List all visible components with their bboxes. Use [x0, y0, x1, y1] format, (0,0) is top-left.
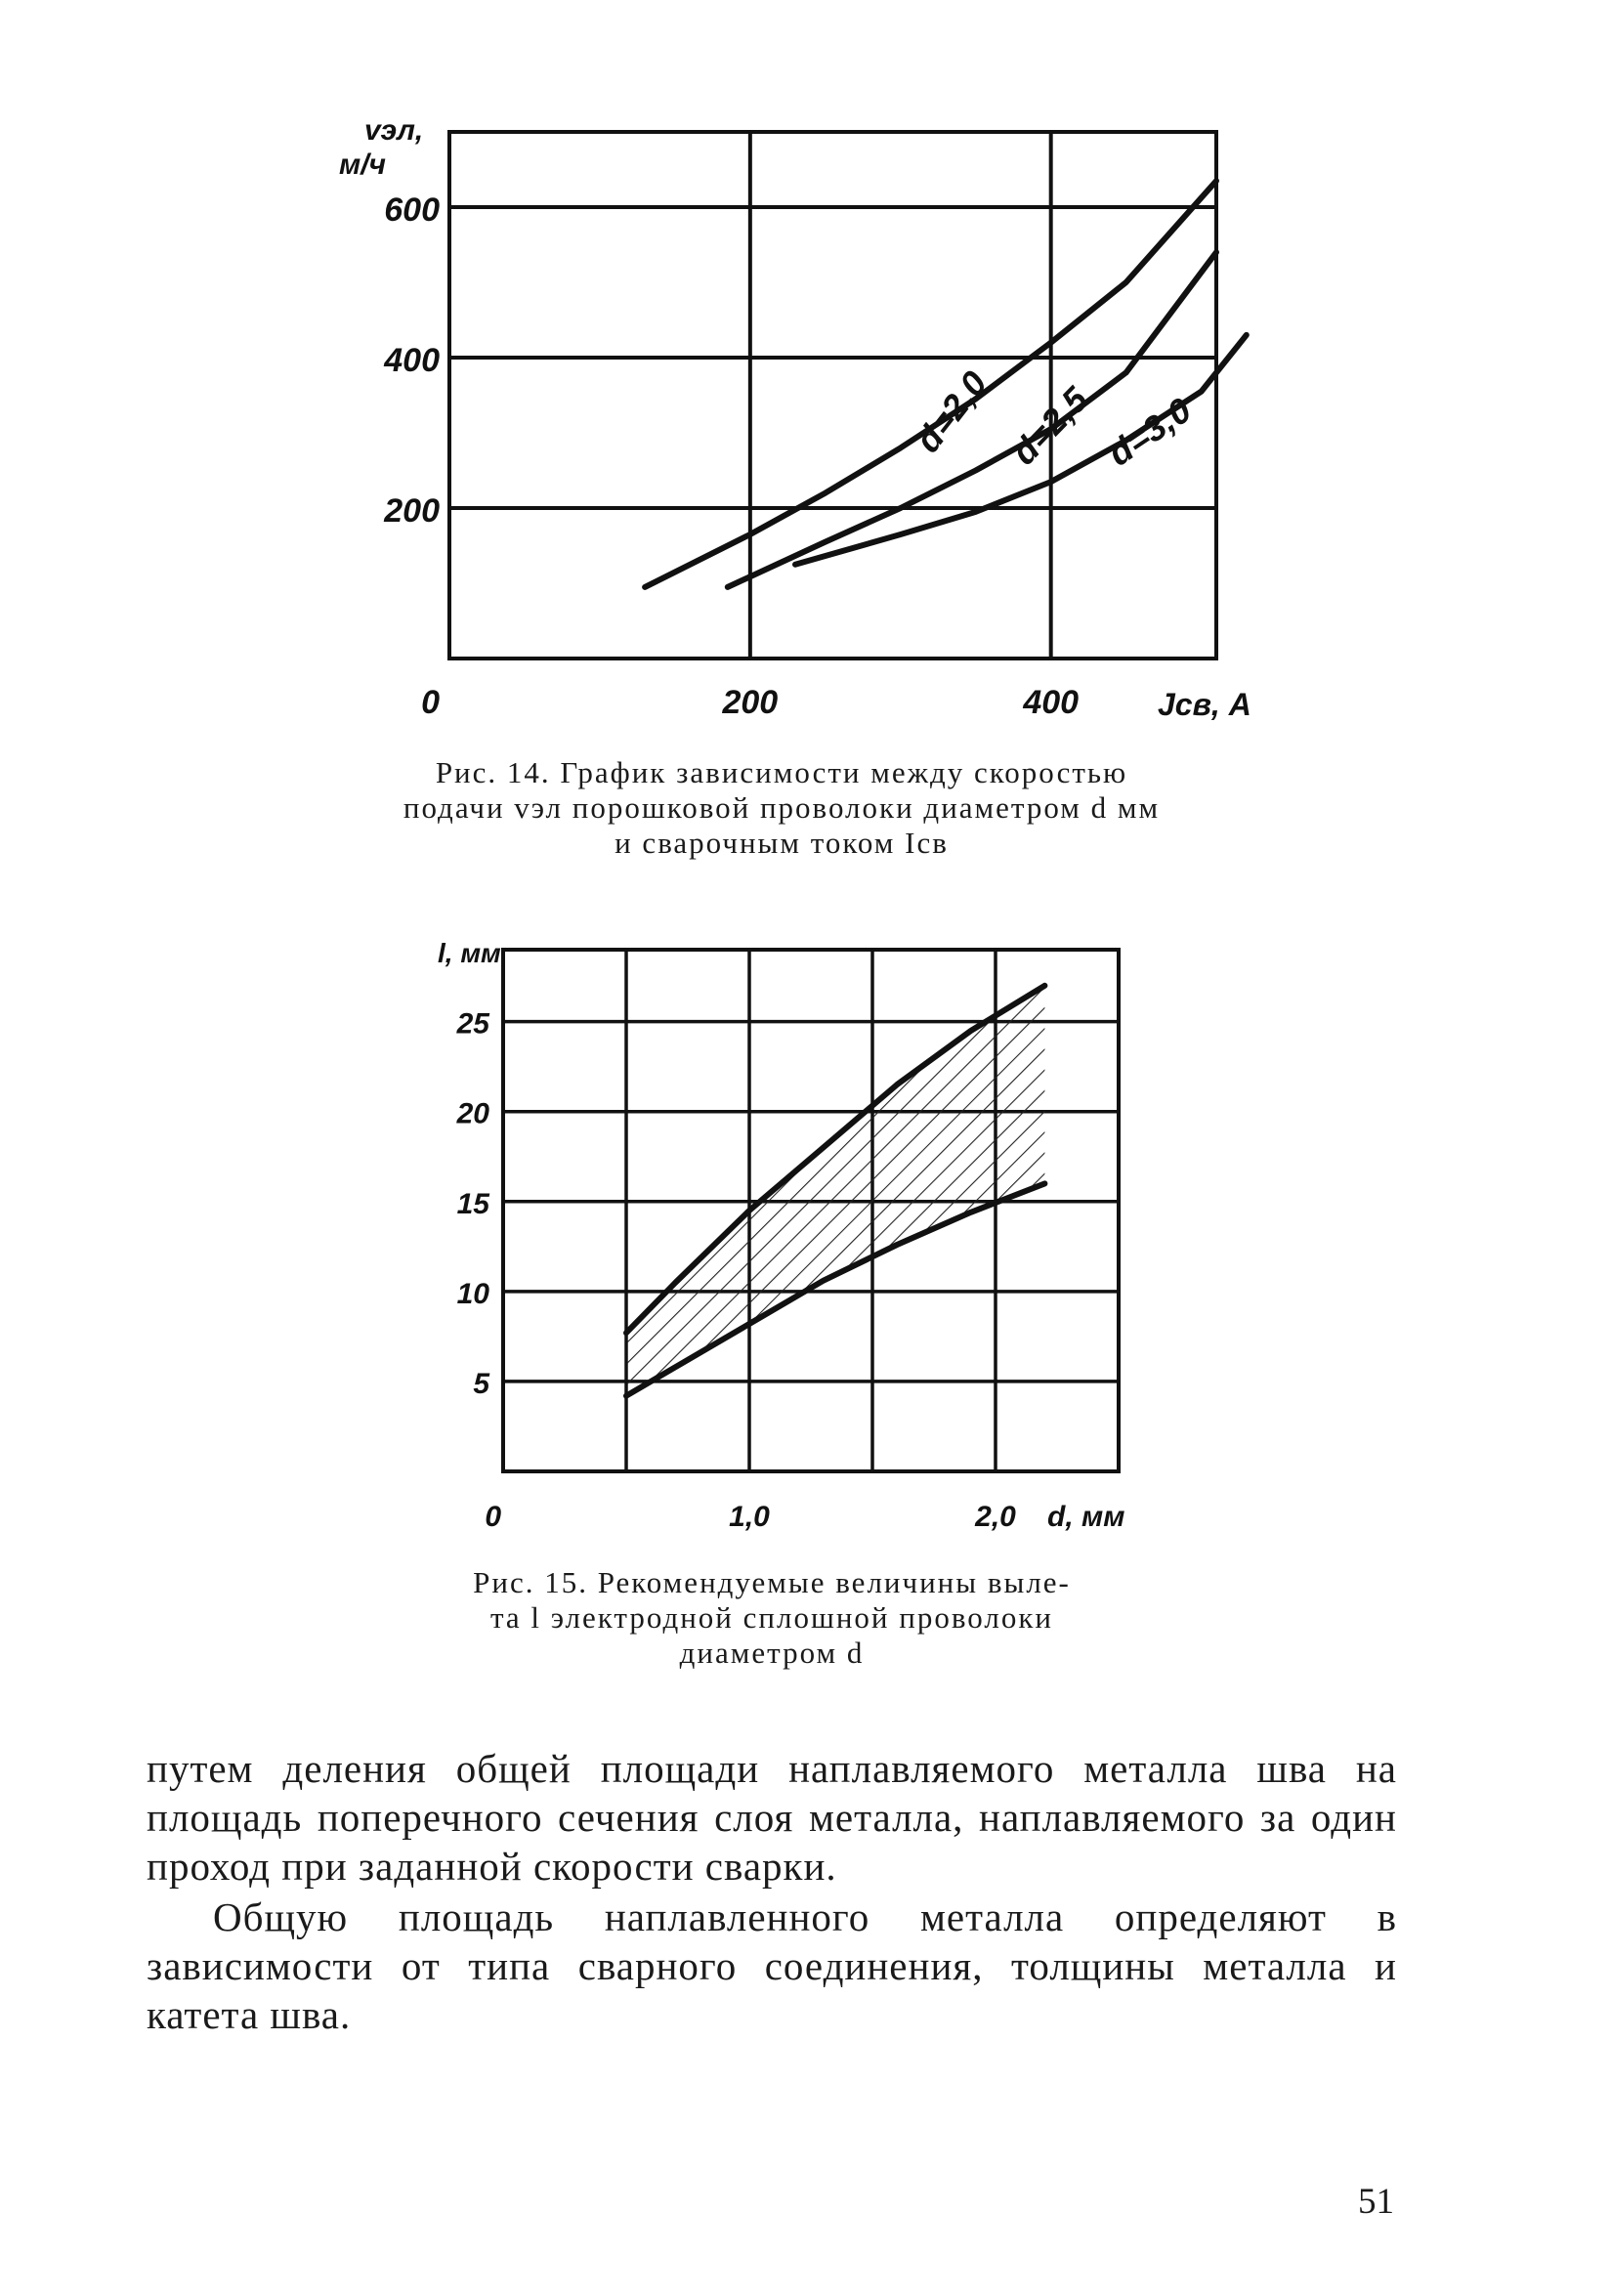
chart2-y-axis-label: l, мм: [438, 938, 501, 968]
chart1-origin-label: 0: [421, 684, 440, 721]
chart2-x-tick-label: 2,0: [975, 1501, 1016, 1533]
figure-14-caption-line-3: и сварочным током Iсв: [615, 826, 949, 860]
chart1-y-tick-label: 600: [384, 191, 440, 229]
figure-14-caption: [352, 755, 1211, 861]
body-text: [147, 1744, 1397, 2039]
chart1-y-tick-label: 400: [384, 342, 440, 379]
page-number: 51: [1358, 2182, 1394, 2222]
chart1-x-tick-label: 400: [1023, 684, 1080, 721]
chart1-series-label: d=2,0: [907, 363, 996, 460]
chart-feed-speed-vs-current: [339, 114, 1251, 722]
paragraph-2: Общую площадь наплавленного металла определяют в зависимости от типа сварного соединения, толщины металла и катета шва.: [147, 1894, 1397, 2037]
chart1-x-tick-label: 200: [722, 684, 779, 721]
chart2-y-tick-label: 20: [456, 1097, 489, 1130]
chart2-y-tick-label: 10: [456, 1277, 489, 1310]
chart1-x-axis-label: Jсв, A: [1158, 687, 1251, 722]
chart2-origin-label: 0: [485, 1501, 501, 1533]
chart1-y-axis-label: vэл,: [364, 114, 424, 147]
chart2-y-tick-label: 25: [456, 1007, 489, 1041]
chart2-y-tick-label: 15: [456, 1187, 489, 1220]
figure-15-caption-line-3: диаметром d: [679, 1636, 865, 1670]
figure-15-caption: [420, 1565, 1123, 1671]
figure-15-caption-line-2: та l электродной сплошной проволоки: [489, 1600, 1053, 1635]
chart1-y-axis-unit: м/ч: [339, 149, 387, 181]
chart2-series: [626, 986, 1044, 1396]
figure-15-caption-line-1: Рис. 15. Рекомендуемые величины выле-: [473, 1565, 1071, 1599]
chart2-x-axis-label: d, мм: [1047, 1501, 1125, 1533]
chart2-y-tick-label: 5: [473, 1367, 489, 1400]
chart2-x-tick-label: 1,0: [729, 1501, 770, 1533]
chart1-series-label: d=2,5: [1003, 379, 1096, 473]
figure-14-caption-line-1: Рис. 14. График зависимости между скоростью: [435, 755, 1128, 789]
chart1-series: [645, 181, 1247, 587]
paragraph-1: путем деления общей площади наплавляемого металла шва на площадь поперечного сечения слоя металла, наплавляемого за один проход при заданной скорости сварки.: [147, 1746, 1397, 1889]
chart1-frame: [449, 132, 1216, 659]
chart1-y-tick-label: 200: [384, 492, 440, 530]
chart-wire-stickout: [438, 938, 1124, 1533]
chart1-series-label: d=3,0: [1100, 389, 1199, 474]
chart2-shaded-region: [626, 986, 1044, 1396]
chart1-grid: [449, 132, 1216, 659]
figure-14-caption-line-2: подачи vэл порошковой проволоки диаметром d мм: [403, 790, 1161, 825]
